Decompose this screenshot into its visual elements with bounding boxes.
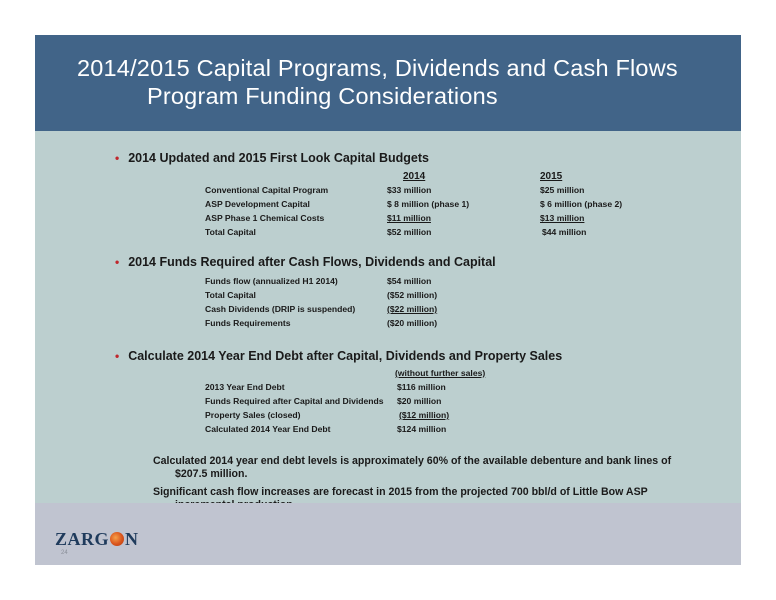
s1-row-2015: $ 6 million (phase 2) <box>540 199 623 209</box>
title-line-1: 2014/2015 Capital Programs, Dividends and Cash Flows <box>77 55 678 81</box>
paragraph-line: Calculated 2014 year end debt levels is approximately 60% of the available debenture and bank lines of <box>153 455 672 467</box>
section1-heading: • 2014 Updated and 2015 First Look Capital Budgets <box>115 151 429 165</box>
s1-row-2014: $33 million <box>387 185 432 195</box>
s1-row-2014: $ 8 million (phase 1) <box>387 199 470 209</box>
s2-row-label: Funds flow (annualized H1 2014) <box>205 276 338 286</box>
paragraph-debt-levels <box>153 455 673 481</box>
title-bar <box>35 35 741 131</box>
s3-row-value: $20 million <box>397 396 442 406</box>
s3-note: (without further sales) <box>395 368 486 378</box>
s1-row-label: Conventional Capital Program <box>205 185 329 195</box>
s3-row-value: $124 million <box>397 424 447 434</box>
s2-row-value: $54 million <box>387 276 432 286</box>
s1-row-2014: $52 million <box>387 227 432 237</box>
s2-row-value: ($52 million) <box>387 290 438 300</box>
page-number: 24 <box>61 550 68 556</box>
s3-row-label: Funds Required after Capital and Dividends <box>205 396 384 406</box>
title-line-2: Program Funding Considerations <box>147 83 498 109</box>
s3-row-label: Calculated 2014 Year End Debt <box>205 424 331 434</box>
col-header-2014: 2014 <box>403 171 426 182</box>
s3-row-value: $116 million <box>397 382 446 392</box>
s2-row-value: ($22 million) <box>387 304 438 314</box>
s1-row-label: ASP Development Capital <box>205 199 310 209</box>
paragraph-line: $207.5 million. <box>175 468 248 480</box>
s3-row-value: ($12 million) <box>399 410 450 420</box>
paragraph-line: Significant cash flow increases are forecast in 2015 from the projected 700 bbl/d of Little Bow ASP <box>153 486 648 498</box>
logo-o-icon <box>110 532 124 546</box>
s2-row-value: ($20 million) <box>387 318 438 328</box>
s1-row-label: Total Capital <box>205 227 256 237</box>
s3-row-label: 2013 Year End Debt <box>205 382 285 392</box>
s1-row-2015: $44 million <box>542 227 587 237</box>
s2-row-label: Funds Requirements <box>205 318 291 328</box>
s1-row-2014: $11 million <box>387 213 431 223</box>
bullet-icon: • <box>115 151 120 165</box>
bullet-icon: • <box>115 255 120 269</box>
section3-heading: • Calculate 2014 Year End Debt after Capital, Dividends and Property Sales <box>115 349 563 363</box>
footer-band <box>35 503 741 565</box>
s1-row-label: ASP Phase 1 Chemical Costs <box>205 213 325 223</box>
col-header-2015: 2015 <box>540 171 563 182</box>
slide <box>35 35 741 565</box>
s1-row-2015: $25 million <box>540 185 585 195</box>
s2-row-label: Cash Dividends (DRIP is suspended) <box>205 304 356 314</box>
bullet-icon: • <box>115 349 120 363</box>
section2-heading: • 2014 Funds Required after Cash Flows, Dividends and Capital <box>115 255 496 269</box>
zargon-logo: ZARG N <box>55 529 139 549</box>
s3-row-label: Property Sales (closed) <box>205 410 301 420</box>
s1-row-2015: $13 million <box>540 213 585 223</box>
s2-row-label: Total Capital <box>205 290 256 300</box>
